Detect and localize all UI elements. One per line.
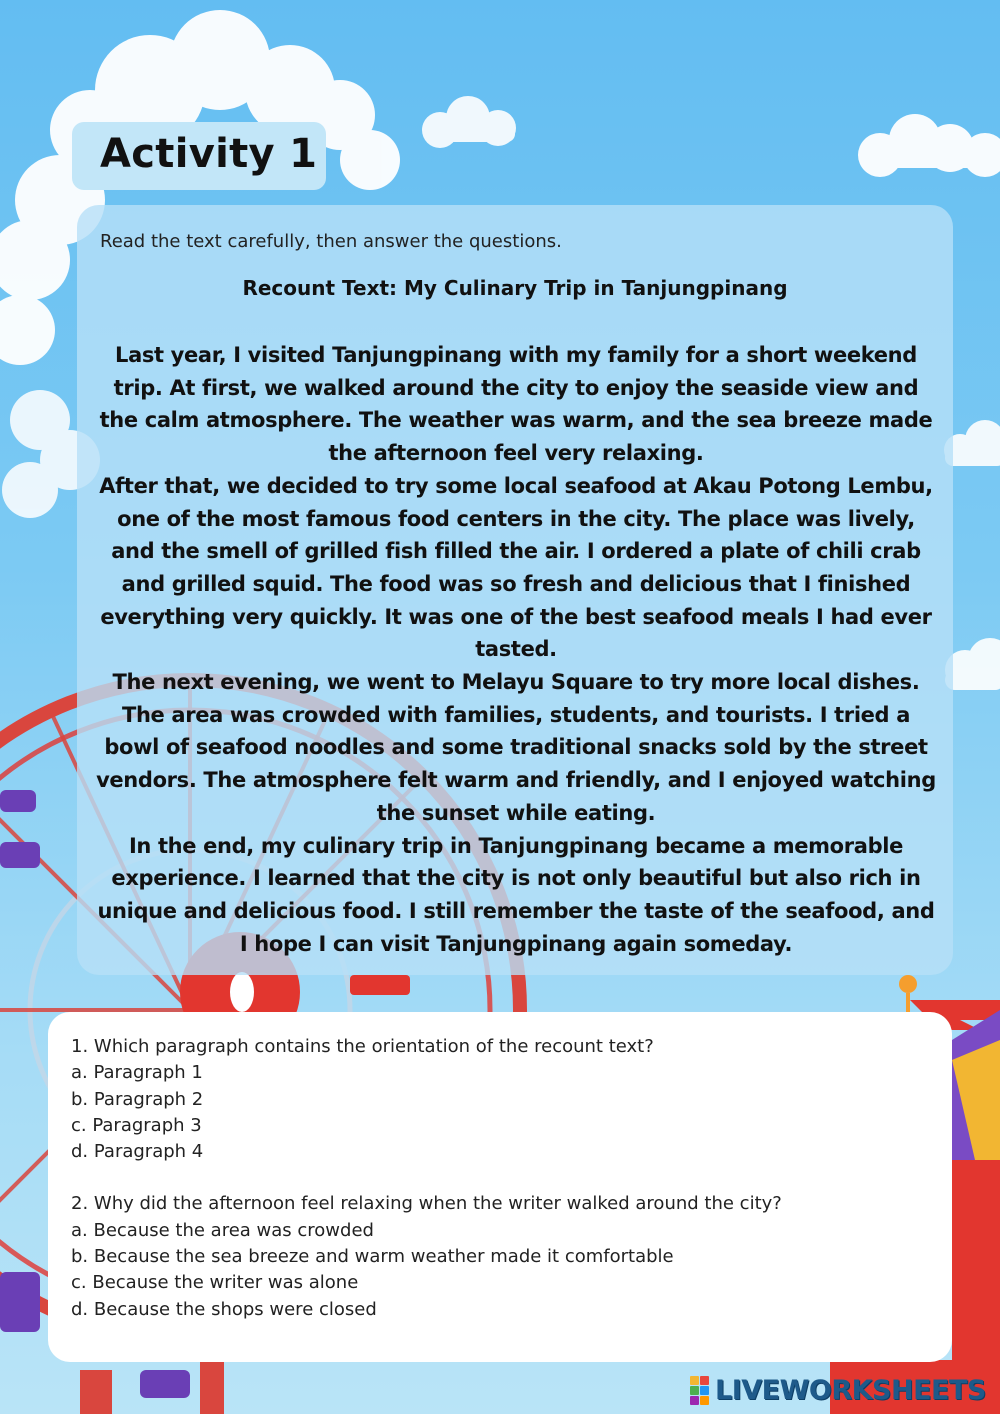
logo-square	[700, 1396, 709, 1405]
logo-square	[690, 1396, 699, 1405]
logo-square	[700, 1376, 709, 1385]
paragraph-4: In the end, my culinary trip in Tanjungpinang became a memorable experience. I learned that the city is not only beautiful but also rich in unique and delicious food. I still remember the taste of the seafood, and I hope I can visit Tanjungpinang again someday.	[97, 833, 935, 956]
instruction-text: Read the text carefully, then answer the questions.	[100, 231, 562, 252]
cloud-icon	[858, 114, 1000, 177]
logo-square	[690, 1386, 699, 1395]
paragraph-3: The next evening, we went to Melayu Square to try more local dishes. The area was crowded with families, students, and tourists. I tried a bowl of seafood noodles and some traditional snacks sold by the street vendors. The atmosphere felt warm and friendly, and I enjoyed watching the sunset while eating.	[96, 670, 936, 825]
recount-text-title: Recount Text: My Culinary Trip in Tanjungpinang	[242, 276, 788, 300]
answer-option[interactable]: b. Paragraph 2	[71, 1088, 204, 1110]
logo-square	[690, 1376, 699, 1385]
question-prompt: 1. Which paragraph contains the orientation of the recount text?	[71, 1036, 654, 1057]
questions-list	[71, 1034, 931, 1349]
cloud-icon	[422, 96, 516, 148]
logo-square	[700, 1386, 709, 1395]
question-1	[71, 1034, 931, 1165]
logo-text: LIVEWORKSHEETS	[715, 1374, 986, 1406]
logo-grid-icon	[690, 1376, 709, 1405]
answer-option[interactable]: c. Because the writer was alone	[71, 1272, 359, 1294]
answer-option[interactable]: c. Paragraph 3	[71, 1114, 202, 1136]
answer-option[interactable]: a. Because the area was crowded	[71, 1219, 374, 1241]
recount-text-body	[96, 339, 936, 960]
answer-option[interactable]: d. Paragraph 4	[71, 1141, 204, 1163]
activity-title: Activity 1	[100, 131, 318, 177]
liveworksheets-logo[interactable]	[690, 1374, 986, 1406]
question-prompt: 2. Why did the afternoon feel relaxing when the writer walked around the city?	[71, 1193, 782, 1215]
answer-option[interactable]: a. Paragraph 1	[71, 1062, 203, 1084]
paragraph-2: After that, we decided to try some local seafood at Akau Potong Lembu, one of the most famous food centers in the city. The place was lively, and the smell of grilled fish filled the air. I ordered a plate of chili crab and grilled squid. The food was so fresh and delicious that I finished everything very quickly. It was one of the best seafood meals I had ever tasted.	[99, 473, 933, 662]
answer-option[interactable]: b. Because the sea breeze and warm weather made it comfortable	[71, 1246, 674, 1268]
paragraph-1: Last year, I visited Tanjungpinang with my family for a short weekend trip. At first, we walked around the city to enjoy the seaside view and the calm atmosphere. The weather was warm, and the sea breeze made the afternoon feel very relaxing.	[99, 343, 933, 466]
question-2	[71, 1191, 931, 1322]
answer-option[interactable]: d. Because the shops were closed	[71, 1298, 377, 1320]
